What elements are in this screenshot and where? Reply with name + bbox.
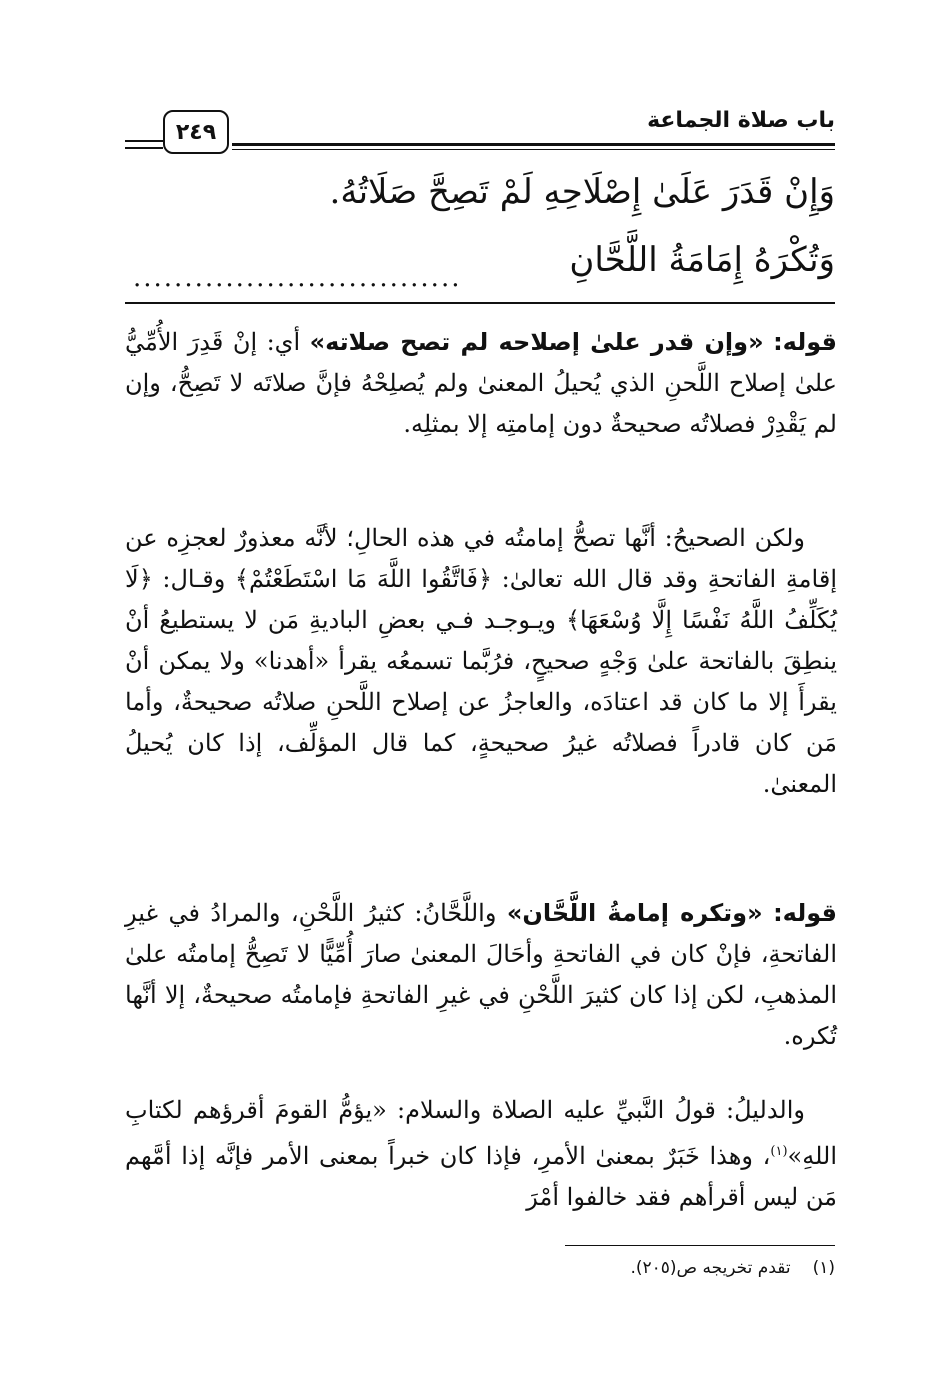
matn-line-1: وَإِنْ قَدَرَ عَلَىٰ إِصْلَاحِهِ لَمْ تَصِحَّ صَلَاتُهُ. — [329, 172, 835, 212]
header-left-rule-top — [125, 140, 163, 142]
footnote-rule — [565, 1245, 835, 1246]
footnote-ref: (١) — [770, 1144, 788, 1159]
commentary-paragraph-4 — [125, 1090, 837, 1218]
quoted-matn: «وتكره إمامةُ اللَّحَّان» — [506, 899, 763, 927]
matn-separator — [125, 302, 835, 304]
commentary-paragraph-2 — [125, 518, 837, 805]
footnote-text: تقدم تخريجه ص(٢٠٥). — [630, 1258, 791, 1278]
footnote-number: (١) — [812, 1258, 835, 1278]
commentary-paragraph-1 — [125, 322, 837, 445]
paragraph-text: والدليلُ: قولُ النَّبيِّ عليه الصلاة والسلام: «يؤمُّ القومَ أقرؤهم لكتابِ اللهِ» — [125, 1096, 837, 1170]
quote-lead: قوله: — [773, 899, 838, 927]
header-rule — [232, 143, 835, 146]
matn-dots: ................................ — [133, 263, 462, 293]
quote-lead: قوله: — [773, 328, 837, 356]
page-number: ٢٤٩ — [163, 110, 229, 154]
quoted-matn: «وإن قدر علىٰ إصلاحه لم تصح صلاته» — [309, 328, 764, 356]
commentary-paragraph-3 — [125, 893, 837, 1057]
matn-line-2: وَتُكْرَهُ إِمَامَةُ اللَّحَّانِ — [569, 240, 835, 280]
header-left-rule-bottom — [125, 147, 163, 149]
header-rule-thin — [232, 149, 835, 150]
footnote — [630, 1258, 835, 1278]
paragraph-text: ولكن الصحيحُ: أنَّها تصحُّ إمامتُه في هذه الحالِ؛ لأنَّه معذورٌ لعجزِه عن إقامةِ الفاتحةِ وقد قال الله تعالىٰ: ﴿فَاتَّقُوا اللَّهَ مَا اسْتَطَعْتُمْ﴾ وقـال: ﴿لَا يُكَلِّفُ اللَّهُ نَفْسًا إِلَّا وُسْعَهَا﴾ ويـوجـد فـي بعضِ الباديةِ مَن لا يستطيعُ أنْ ينطِقَ بالفاتحة علىٰ وَجْهٍ صحيحٍ، فرُبَّما تسمعُه يقرأ «أهدنا» ولا يمكن أنْ يقرأَ إلا ما كان قد اعتادَه، والعاجزُ عن إصلاح اللَّحنِ صلاتُه صحيحةٌ، وأما مَن كان قادراً فصلاتُه غيرُ صحيحةٍ، كما قال المؤلِّف، إذا كان يُحيلُ المعنىٰ. — [125, 524, 838, 798]
paragraph-text: أي: إنْ قَدِرَ الأُمِّيُّ علىٰ إصلاح اللَّحنِ الذي يُحيلُ المعنىٰ ولم يُصلِحْهُ فإنَّ صلاتَه لا تَصِحُّ، وإن لم يَقْدِرْ فصلاتُه صحيحةٌ دون إمامتِه إلا بمثلِه. — [125, 328, 837, 438]
paragraph-text-continued: ، وهذا خَبَرٌ بمعنىٰ الأمرِ، فإذا كان خبراً بمعنى الأمر فإنَّه إذا أمَّهم مَن ليس أقرأهم فقد خالفوا أمْرَ — [125, 1142, 837, 1211]
paragraph-text: واللَّحَّانُ: كثيرُ اللَّحْنِ، والمرادُ في غيرِ الفاتحةِ، فإنْ كان في الفاتحةِ وأحَالَ المعنىٰ صارَ أُمِّيًّا لا تَصِحُّ إمامتُه علىٰ المذهبِ، لكن إذا كان كثيرَ اللَّحْنِ في غيرِ الفاتحةِ فإمامتُه صحيحةٌ، إلا أنَّها تُكره. — [125, 899, 837, 1050]
chapter-title: باب صلاة الجماعة — [647, 108, 835, 133]
